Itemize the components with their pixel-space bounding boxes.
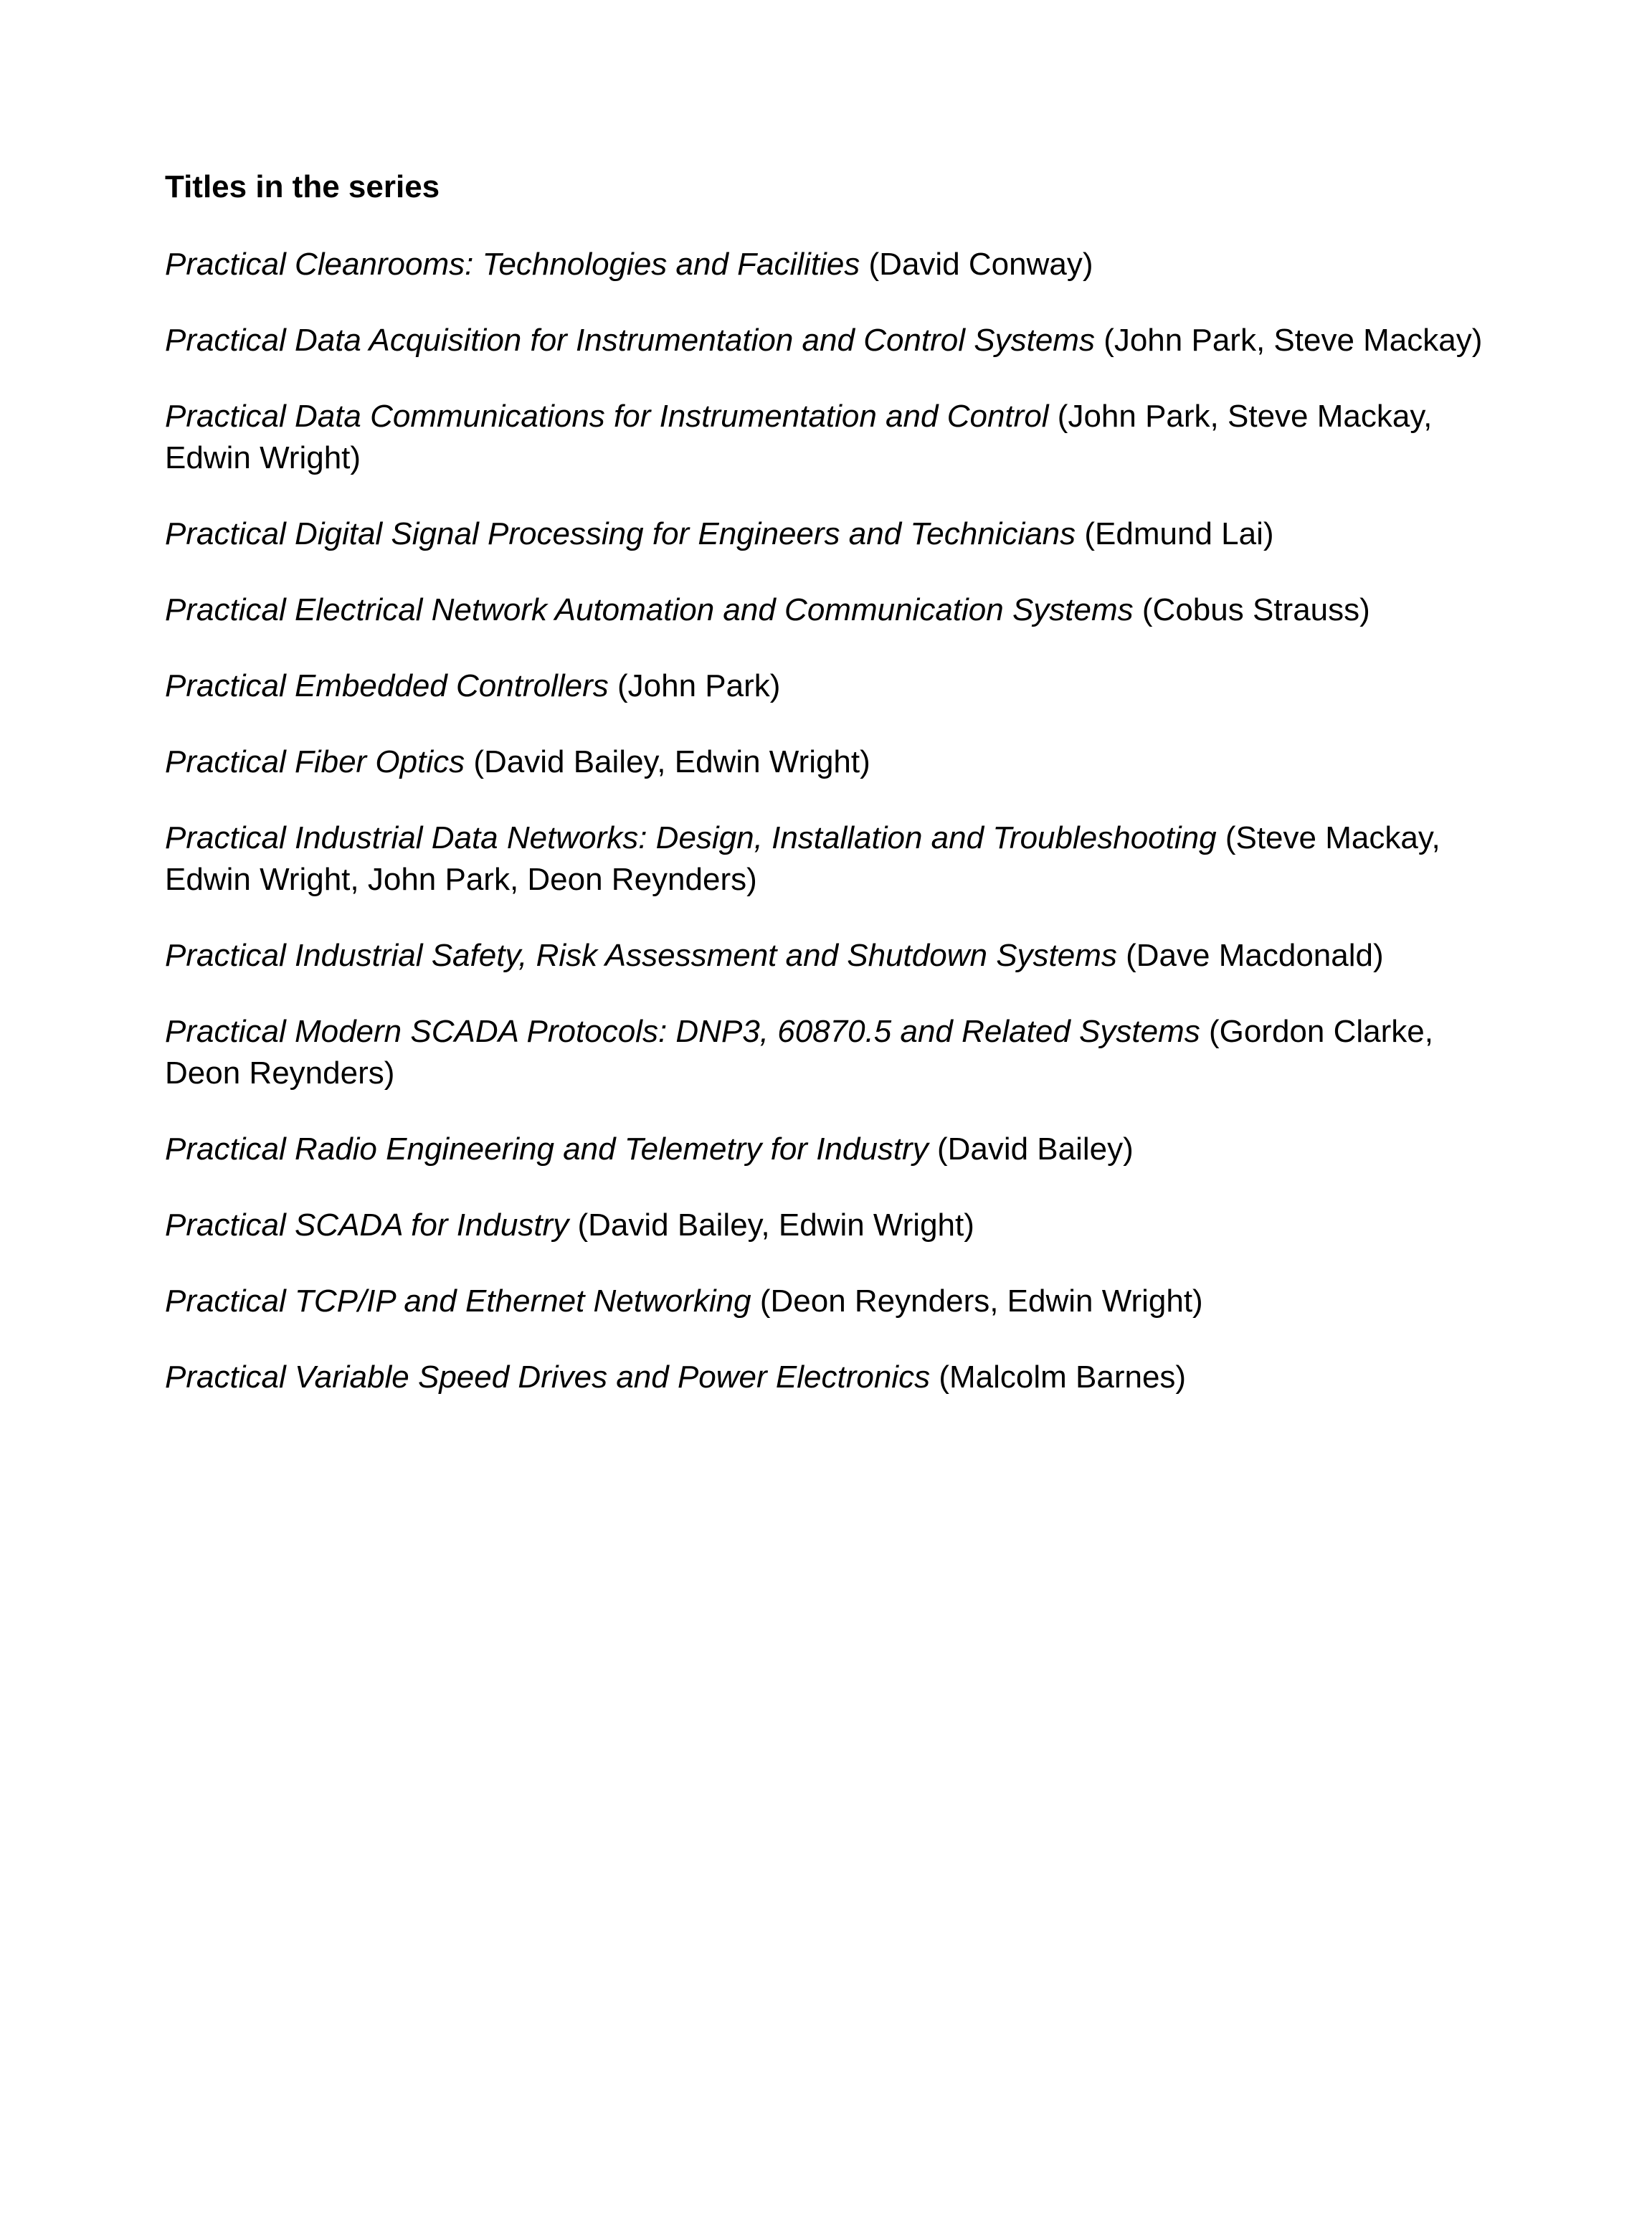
series-entry <box>165 1357 1491 1398</box>
book-authors: (John Park) <box>617 668 781 703</box>
book-title: Practical Fiber Optics <box>165 744 465 779</box>
book-title: Practical Variable Speed Drives and Power Electronics <box>165 1359 931 1395</box>
book-authors: (Deon Reynders, Edwin Wright) <box>759 1283 1203 1319</box>
series-entry <box>165 935 1491 977</box>
series-entry <box>165 513 1491 555</box>
book-title: Practical SCADA for Industry <box>165 1207 569 1243</box>
book-title: Practical Embedded Controllers <box>165 668 609 703</box>
book-title: Practical Radio Engineering and Telemetry for Industry <box>165 1131 929 1167</box>
book-title: Practical Electrical Network Automation and Communication Systems <box>165 592 1134 627</box>
book-title: Practical Digital Signal Processing for Engineers and Technicians <box>165 516 1076 551</box>
book-authors: (David Bailey, Edwin Wright) <box>577 1207 974 1243</box>
book-title: Practical TCP/IP and Ethernet Networking <box>165 1283 751 1319</box>
book-title: Practical Data Acquisition for Instrumentation and Control Systems <box>165 323 1095 358</box>
book-authors: (David Bailey, Edwin Wright) <box>473 744 870 779</box>
book-authors: (Gordon Clarke, Deon Reynders) <box>165 1014 1433 1091</box>
book-title: Practical Modern SCADA Protocols: DNP3, 60870.5 and Related Systems <box>165 1014 1200 1049</box>
book-authors: (David Bailey) <box>936 1131 1134 1167</box>
book-authors: (Malcolm Barnes) <box>939 1359 1187 1395</box>
series-entry <box>165 1281 1491 1322</box>
book-title: Practical Data Communications for Instrumentation and Control <box>165 399 1049 434</box>
book-authors: (Dave Macdonald) <box>1126 938 1384 973</box>
series-entry <box>165 741 1491 783</box>
book-authors: (Edmund Lai) <box>1084 516 1274 551</box>
book-authors: (Steve Mackay, Edwin Wright, John Park, Deon Reynders) <box>165 820 1440 897</box>
book-authors: (John Park, Steve Mackay, Edwin Wright) <box>165 399 1433 475</box>
series-entry <box>165 817 1491 901</box>
series-entry <box>165 665 1491 707</box>
book-title: Practical Industrial Data Networks: Design, Installation and Troubleshooting <box>165 820 1217 855</box>
series-list <box>165 244 1491 1398</box>
series-entry <box>165 1011 1491 1094</box>
series-entry <box>165 396 1491 479</box>
series-entry <box>165 244 1491 285</box>
book-authors: (John Park, Steve Mackay) <box>1103 323 1483 358</box>
series-entry <box>165 320 1491 361</box>
series-entry <box>165 1205 1491 1246</box>
book-title: Practical Cleanrooms: Technologies and Facilities <box>165 247 860 282</box>
book-title: Practical Industrial Safety, Risk Assessment and Shutdown Systems <box>165 938 1117 973</box>
series-entry <box>165 1129 1491 1170</box>
book-authors: (Cobus Strauss) <box>1141 592 1370 627</box>
series-entry <box>165 589 1491 631</box>
book-authors: (David Conway) <box>868 247 1093 282</box>
series-heading: Titles in the series <box>165 169 440 204</box>
